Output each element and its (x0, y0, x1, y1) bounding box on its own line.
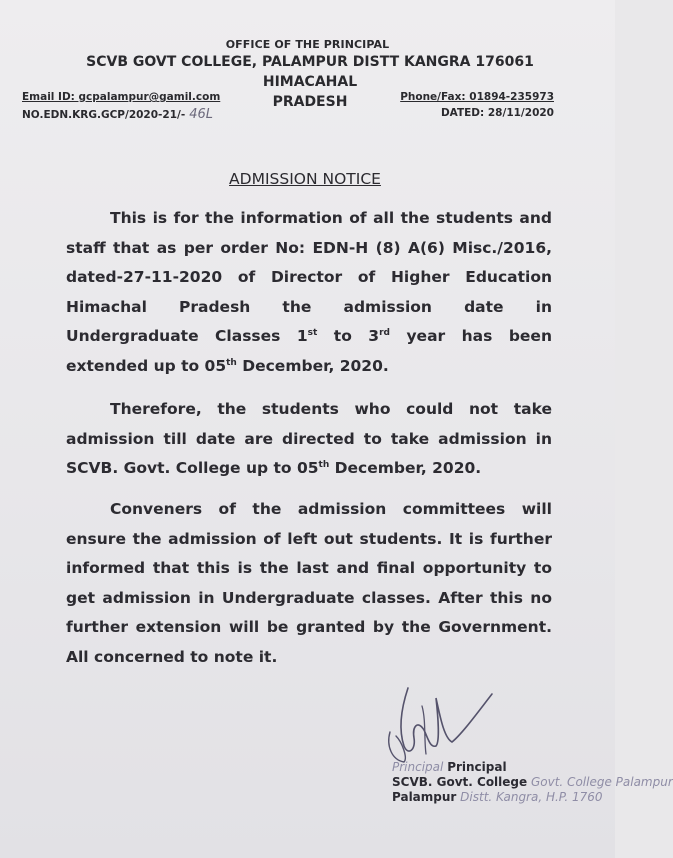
notice-title: ADMISSION NOTICE (229, 170, 381, 188)
p1-l5-part-c: year has been (389, 327, 552, 346)
stamp-principal: Principal (392, 760, 444, 774)
stamp-college: Govt. College Palampur (530, 775, 673, 789)
signoff-line-1 (392, 760, 673, 775)
office-heading: OFFICE OF THE PRINCIPAL (225, 38, 390, 51)
reference-number (22, 107, 213, 122)
p3-line: get admission in Undergraduate classes. After this no (66, 588, 552, 607)
p1-l6-part-a: extended up to 05 (66, 356, 227, 375)
stamp-district: Distt. Kangra, H.P. 1760 (460, 790, 603, 804)
contact-row (22, 91, 554, 103)
p3-line: informed that this is the last and final opportunity to (66, 559, 552, 578)
p3-line: All concerned to note it. (66, 647, 278, 666)
p1-line: dated-27-11-2020 of Director of Higher Education (66, 268, 552, 287)
reference-row (22, 107, 554, 122)
reference-number-handwritten: 46L (189, 107, 214, 122)
p3-line: further extension will be granted by the Government. (66, 618, 552, 637)
sup-th: th (226, 357, 237, 368)
p2-line (66, 459, 481, 477)
p1-line (66, 357, 389, 375)
p2-l3-part-b: December, 2020. (329, 459, 482, 478)
email-text: Email ID: gcpalampur@gamil.com (22, 91, 221, 103)
p1-line (66, 327, 552, 345)
p2-line: admission till date are directed to take admission in (66, 429, 552, 448)
p3-line: ensure the admission of left out students. It is further (66, 529, 552, 548)
paragraph-conveners (66, 495, 552, 673)
signoff-place: Palampur (392, 790, 457, 804)
p3-line: Conveners of the admission committees will (110, 500, 552, 518)
signoff-line-3 (392, 790, 673, 805)
signoff-line-2 (392, 775, 673, 790)
p1-line: staff that as per order No: EDN-H (8) A(6) Misc./2016, (66, 238, 552, 257)
college-heading-line1: SCVB GOVT COLLEGE, PALAMPUR DISTT KANGRA 176061 HIMACAHAL (86, 54, 534, 90)
sup-rd: rd (379, 328, 390, 339)
sup-th: th (318, 460, 330, 471)
p1-l5-part-a: Undergraduate Classes 1 (66, 327, 308, 346)
paragraph-order-info (66, 204, 552, 382)
paragraph-directive (66, 395, 552, 484)
reference-number-printed: NO.EDN.KRG.GCP/2020-21/- (22, 109, 186, 121)
phone-text: Phone/Fax: 01894-235973 (400, 91, 554, 103)
p1-line: Himachal Pradesh the admission date in (66, 297, 552, 316)
sup-st: st (307, 328, 318, 339)
dated-text: DATED: 28/11/2020 (440, 107, 554, 119)
p2-l3-part-a: SCVB. Govt. College up to 05 (66, 459, 319, 478)
p1-l5-part-b: to 3 (317, 327, 380, 346)
p2-line: Therefore, the students who could not take (110, 400, 552, 418)
p1-line: This is for the information of all the students and (110, 209, 552, 227)
college-heading (40, 52, 580, 112)
signoff-title: Principal (447, 760, 507, 774)
signoff-college: SCVB. Govt. College (392, 775, 528, 789)
p1-l6-part-b: December, 2020. (236, 356, 389, 375)
principal-signoff (392, 760, 673, 805)
college-heading-line2: PRADESH (272, 94, 348, 110)
